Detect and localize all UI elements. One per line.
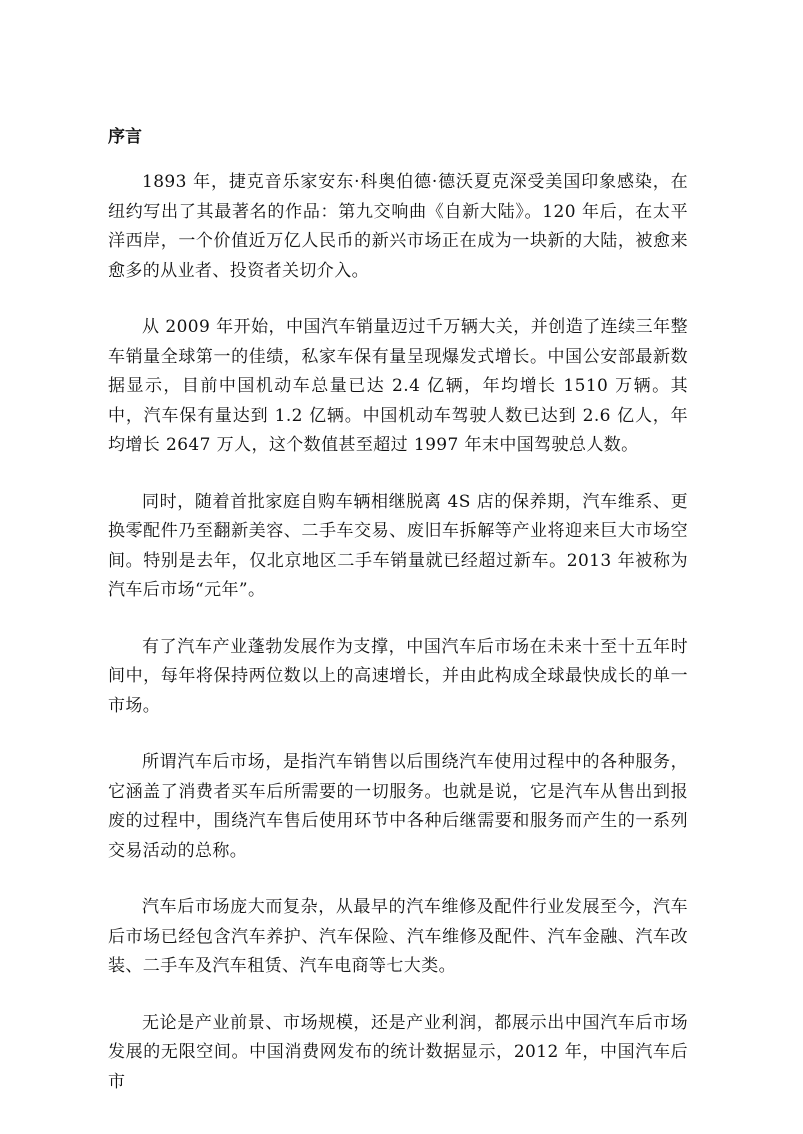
- paragraph-7: 无论是产业前景、市场规模，还是产业利润，都展示出中国汽车后市场发展的无限空间。中国消费网发布的统计数据显示，2012 年，中国汽车后市: [108, 1012, 688, 1092]
- paragraph-1: 1893 年，捷克音乐家安东·科奥伯德·德沃夏克深受美国印象感染，在纽约写出了其最著名的作品：第九交响曲《自新大陆》。120 年后，在太平洋西岸，一个价值近万亿人民币的新兴市场正在成为一块新的大陆，被愈来愈多的从业者、投资者关切介入。: [108, 172, 688, 281]
- paragraph-2: 从 2009 年开始，中国汽车销量迈过千万辆大关，并创造了连续三年整车销量全球第一的佳绩，私家车保有量呈现爆发式增长。中国公安部最新数据显示，目前中国机动车总量已达 2.4 亿辆，年均增长 1510 万辆。其中，汽车保有量达到 1.2 亿辆。中国机动车驾驶人数已达到 2.6 亿人，年均增长 2647 万人，这个数值甚至超过 1997 年末中国驾驶总人数。: [108, 317, 688, 455]
- section-heading: 序言: [108, 127, 142, 147]
- document-body: [108, 122, 688, 1124]
- paragraph-4: 有了汽车产业蓬勃发展作为支撑，中国汽车后市场在未来十至十五年时间中，每年将保持两位数以上的高速增长，并由此构成全球最快成长的单一市场。: [108, 636, 688, 716]
- paragraph-6: 汽车后市场庞大而复杂，从最早的汽车维修及配件行业发展至今，汽车后市场已经包含汽车养护、汽车保险、汽车维修及配件、汽车金融、汽车改装、二手车及汽车租赁、汽车电商等七大类。: [108, 897, 688, 976]
- paragraph-3: 同时，随着首批家庭自购车辆相继脱离 4S 店的保养期，汽车维系、更换零配件乃至翻新美容、二手车交易、废旧车拆解等产业将迎来巨大市场空间。特别是去年，仅北京地区二手车销量就已经超过新车。2013 年被称为汽车后市场“元年”。: [108, 491, 688, 600]
- paragraph-5: 所谓汽车后市场，是指汽车销售以后围绕汽车使用过程中的各种服务，它涵盖了消费者买车后所需要的一切服务。也就是说，它是汽车从售出到报废的过程中，围绕汽车售后使用环节中各种后继需要和服务而产生的一系列交易活动的总称。: [108, 752, 688, 861]
